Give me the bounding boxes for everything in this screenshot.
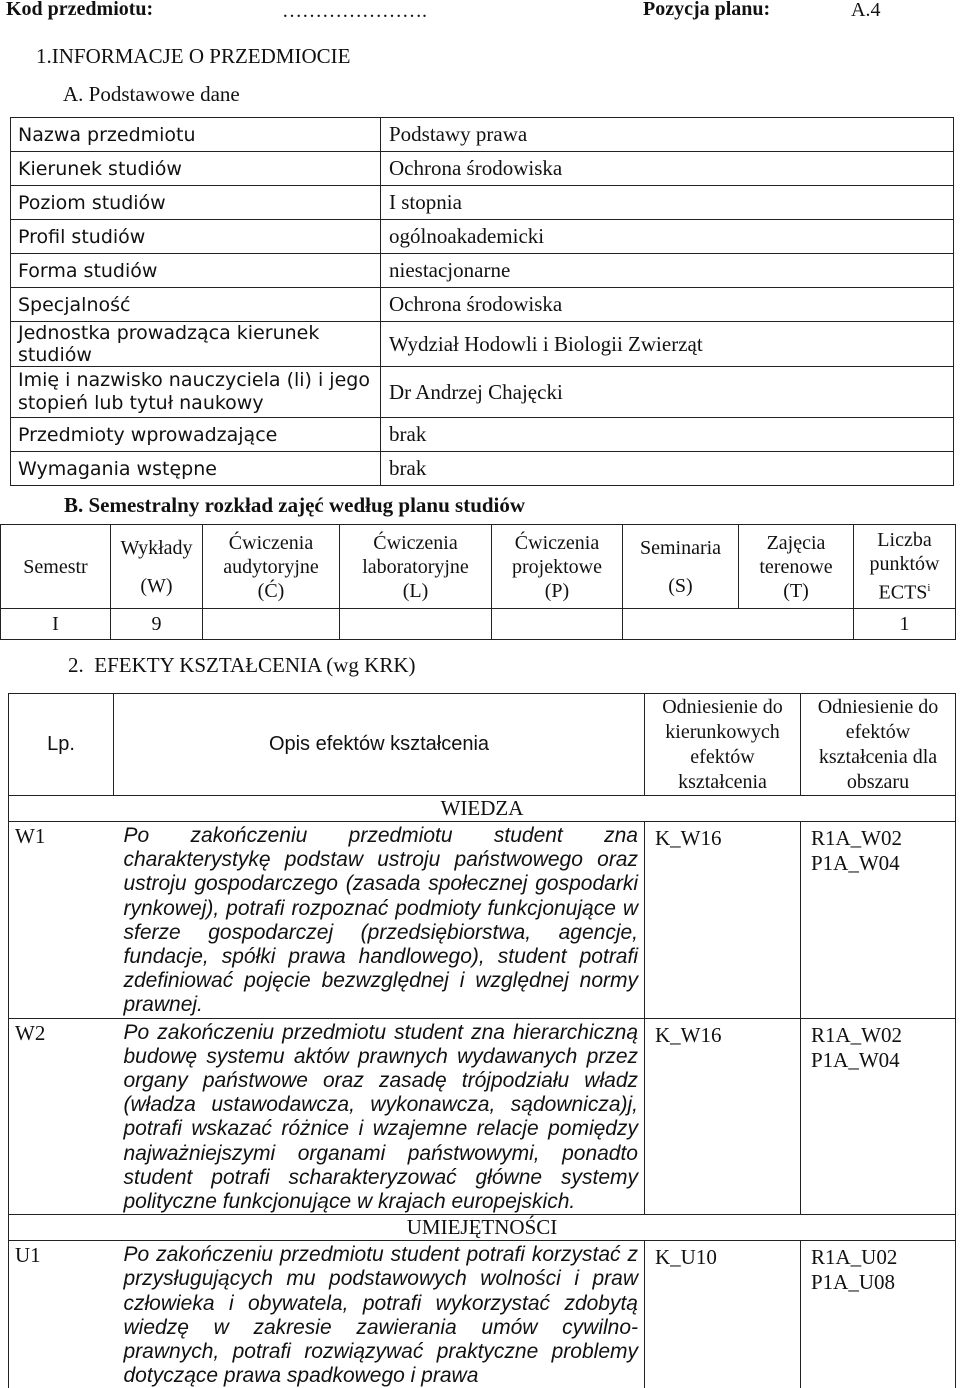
cell-cwiczenia-projektowe (492, 609, 623, 640)
effects-table (8, 693, 956, 1388)
header-cwiczenia-laboratoryjne: Ćwiczenia laboratoryjne (L) (340, 525, 492, 609)
row-label: Przedmioty wprowadzające (11, 418, 381, 452)
header-seminaria: Seminaria (S) (623, 525, 739, 609)
kod-przedmiotu-value: …………………. (282, 0, 427, 22)
kod-przedmiotu-label: Kod przedmiotu: (6, 0, 154, 20)
table-row (11, 452, 954, 486)
effect-description: Po zakończeniu przedmiotu student potrafi korzystać z przysługujących mu podstawowych wolności i praw człowieka i obywatela, potrafi wykorzystać zdobytą wiedzę w zakresie zawierania umów cywilno-prawnych, potrafi rozwiązywać praktyczne problemy dotyczące prawa spadkowego i prawa (114, 1241, 645, 1388)
row-value: Ochrona środowiska (381, 288, 954, 322)
table-header-row (1, 525, 956, 609)
section-row-wiedza (9, 796, 956, 822)
row-label: Kierunek studiów (11, 152, 381, 186)
section-1-title: 1.INFORMACJE O PRZEDMIOCIE (36, 44, 351, 68)
table-row (11, 118, 954, 152)
basic-data-table (10, 117, 954, 486)
obszar-codes: R1A_U02 P1A_U08 (801, 1241, 956, 1388)
table-row (11, 254, 954, 288)
table-row (9, 822, 956, 1019)
schedule-table (0, 524, 956, 640)
table-row (11, 186, 954, 220)
row-value: niestacjonarne (381, 254, 954, 288)
row-label: Jednostka prowadząca kierunek studiów (11, 322, 381, 367)
lp-cell: U1 (9, 1241, 114, 1388)
row-value: brak (381, 418, 954, 452)
table-row (9, 1018, 956, 1215)
row-value: Dr Andrzej Chajęcki (381, 367, 954, 418)
table-row (9, 1241, 956, 1388)
header-cwiczenia-projektowe: Ćwiczenia projektowe (P) (492, 525, 623, 609)
cell-wyklady: 9 (111, 609, 203, 640)
pozycja-planu-label: Pozycja planu: (643, 0, 771, 20)
header-ects: Liczba punktów ECTS$^i$ (854, 525, 956, 609)
row-label: Imię i nazwisko nauczyciela (li) i jego stopień lub tytuł naukowy (11, 367, 381, 418)
cell-cwiczenia-audytoryjne (203, 609, 340, 640)
obszar-codes: R1A_W02 P1A_W04 (801, 1018, 956, 1215)
header-wyklady: Wykłady (W) (111, 525, 203, 609)
row-value: Podstawy prawa (381, 118, 954, 152)
header-obszar: Odniesienie do efektów kształcenia dla obszaru (801, 694, 956, 796)
effect-description: Po zakończeniu przedmiotu student zna charakterystykę podstaw ustroju państwowego oraz ustroju gospodarczego (zasada społecznej gospodarki rynkowej), potrafi rozpoznać podmioty funkcjonujące w sferze gospodarczej (przedsiębiorstwa, agencje, fundacje, spółki prawa handlowego), student potrafi zdefiniować pojęcie bezwzględnej i względnej normy prawnej. (114, 822, 645, 1019)
row-label: Nazwa przedmiotu (11, 118, 381, 152)
kierunkowe-code: K_W16 (645, 822, 801, 1019)
cell-zajecia-terenowe (739, 609, 854, 640)
header-semestr: Semestr (1, 525, 111, 609)
row-value: Ochrona środowiska (381, 152, 954, 186)
cell-ects: 1 (854, 609, 956, 640)
header-kierunkowe: Odniesienie do kierunkowych efektów kształcenia (645, 694, 801, 796)
cell-cwiczenia-laboratoryjne (340, 609, 492, 640)
table-row (11, 322, 954, 367)
kierunkowe-code: K_U10 (645, 1241, 801, 1388)
effect-description: Po zakończeniu przedmiotu student zna hierarchiczną budowę systemu aktów prawnych wydawanych przez organy państwowe oraz zasadę trójpodziału władz (władza ustawodawcza, wykonawcza, sądownicza)j, potrafi wskazać różnice i wzajemne relacje pomiędzy najważniejszymi organami państwowymi, ponadto student potrafi scharakteryzować główne systemy polityczne funkcjonujące w krajach europejskich. (114, 1018, 645, 1215)
row-label: Wymagania wstępne (11, 452, 381, 486)
section-2-title: 2. EFEKTY KSZTAŁCENIA (wg KRK) (68, 653, 416, 677)
row-label: Forma studiów (11, 254, 381, 288)
row-value: ogólnoakademicki (381, 220, 954, 254)
row-label: Specjalność (11, 288, 381, 322)
table-row (1, 609, 956, 640)
pozycja-planu-value: A.4 (851, 0, 881, 21)
table-row (11, 288, 954, 322)
row-label: Poziom studiów (11, 186, 381, 220)
cell-semestr: I (1, 609, 111, 640)
row-value: I stopnia (381, 186, 954, 220)
header-opis: Opis efektów kształcenia (114, 694, 645, 796)
row-value: brak (381, 452, 954, 486)
section-wiedza: WIEDZA (9, 796, 956, 822)
row-value: Wydział Hodowli i Biologii Zwierząt (381, 322, 954, 367)
table-row (11, 418, 954, 452)
obszar-codes: R1A_W02 P1A_W04 (801, 822, 956, 1019)
section-a-title: A. Podstawowe dane (63, 82, 240, 106)
section-b-title: B. Semestralny rozkład zajęć według planu studiów (64, 493, 526, 517)
table-row (11, 220, 954, 254)
table-row (11, 367, 954, 418)
header-lp: Lp. (9, 694, 114, 796)
lp-cell: W2 (9, 1018, 114, 1215)
section-umiejetnosci: UMIEJĘTNOŚCI (9, 1215, 956, 1241)
lp-cell: W1 (9, 822, 114, 1019)
table-header-row (9, 694, 956, 796)
cell-seminaria (623, 609, 739, 640)
table-row (11, 152, 954, 186)
section-row-umiejetnosci (9, 1215, 956, 1241)
kierunkowe-code: K_W16 (645, 1018, 801, 1215)
header-zajecia-terenowe: Zajęcia terenowe (T) (739, 525, 854, 609)
header-cwiczenia-audytoryjne: Ćwiczenia audytoryjne (Ć) (203, 525, 340, 609)
row-label: Profil studiów (11, 220, 381, 254)
